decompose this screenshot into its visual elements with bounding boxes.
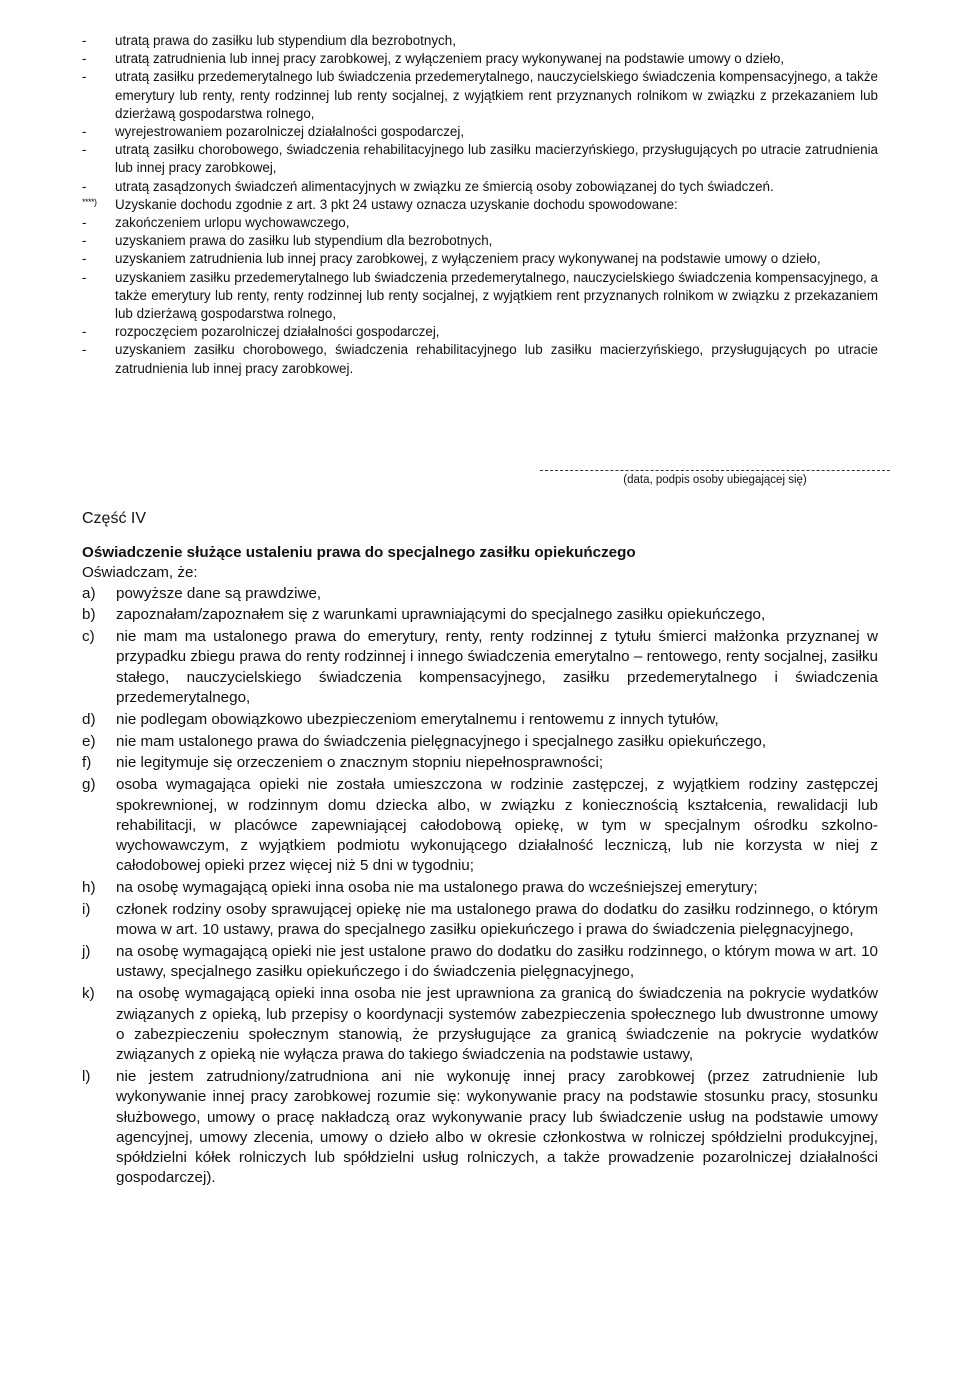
list-item: - utratą zatrudnienia lub innej pracy zarobkowej, z wyłączeniem pracy wykonywanej na podstawie umowy o dzieło,	[82, 51, 785, 67]
list-item: f) nie legitymuje się orzeczeniem o znacznym stopniu niepełnosprawności;	[82, 754, 604, 772]
list-item: h) na osobę wymagającą opieki inna osoba nie ma ustalonego prawa do wcześniejszej emerytury;	[82, 879, 758, 897]
list-item: - uzyskaniem zasiłku przedemerytalnego lub świadczenia przedemerytalnego, nauczycielskiego świadczenia kompensacyjnego, a także emerytury lub renty, renty rodzinnej lub renty socjalnej, z wyjątkiem rent przyznanych rolnikom w związku z przekazaniem lub dzierżawą gospodarstwa rolnego,	[82, 269, 878, 322]
list-item: - uzyskaniem zatrudnienia lub innej pracy zarobkowej, z wyłączeniem pracy wykonywanej na podstawie umowy o dzieło,	[82, 251, 821, 267]
footnote-text: Uzyskanie dochodu zgodnie z art. 3 pkt 24 ustawy oznacza uzyskanie dochodu spowodowane:	[115, 196, 678, 212]
declaration-section	[82, 543, 878, 1189]
list-item: g) osoba wymagająca opieki nie została umieszczona w rodzinie zastępczej, z wyjątkiem rodziny zastępczej spokrewnionej, w rodzinnym domu dziecka albo, w związku z koniecznością kształcenia, rewalidacji lub rehabilitacji, w placówce zapewniającej całodobową opiekę, w tym w specjalnym ośrodku szkolno-wychowawczym, z wyjątkiem podmiotu wykonującego działalność leczniczą, lub nie korzysta w niej z całodobowej opieki przez więcej niż 5 dni w tygodniu;	[82, 776, 878, 875]
list-item: i) członek rodziny osoby sprawującej opiekę nie ma ustalonego prawa do dodatku do zasiłku rodzinnego, o którym mowa w art. 10 ustawy, prawa do specjalnego zasiłku opiekuńczego i prawa do świadczenia pielęgnacyjnego,	[82, 901, 878, 939]
income-loss-section	[82, 32, 878, 378]
signature-line	[540, 470, 890, 471]
list-item: - zakończeniem urlopu wychowawczego,	[82, 215, 350, 231]
list-item: - utratą zasiłku przedemerytalnego lub świadczenia przedemerytalnego, nauczycielskiego świadczenia kompensacyjnego, a także emerytury lub renty, renty rodzinnej lub renty socjalnej, z wyjątkiem rent przyznanych rolnikom w związku z przekazaniem lub dzierżawą gospodarstwa rolnego,	[82, 69, 878, 121]
list-item: k) na osobę wymagającą opieki inna osoba nie jest uprawniona za granicą do świadczenia na pokrycie wydatków związanych z opieką, lub przepisy o koordynacji systemów zabezpieczenia społecznego lub dwustronne umowy o zabezpieczeniu społecznym stanowią, że przysługujące za granicą świadczenie na pokrycie wydatków związanych z opieką nie wyłącza prawa do takiego świadczenia na podstawie ustawy,	[82, 985, 878, 1064]
list-item: b) zapoznałam/zapoznałem się z warunkami uprawniającymi do specjalnego zasiłku opiekuńczego,	[82, 606, 766, 624]
list-item: - uzyskaniem prawa do zasiłku lub stypendium dla bezrobotnych,	[82, 233, 493, 249]
list-item: e) nie mam ustalonego prawa do świadczenia pielęgnacyjnego i specjalnego zasiłku opiekuńczego,	[82, 732, 767, 750]
list-item: - utratą zasądzonych świadczeń alimentacyjnych w związku ze śmiercią osoby zobowiązanej do tych świadczeń.	[82, 178, 774, 194]
signature-caption: (data, podpis osoby ubiegającej się)	[623, 474, 807, 486]
list-item: - wyrejestrowaniem pozarolniczej działalności gospodarczej,	[82, 124, 465, 140]
footnote	[82, 196, 878, 214]
list-item: - utratą zasiłku chorobowego, świadczenia rehabilitacyjnego lub zasiłku macierzyńskiego, przysługujących po utracie zatrudnienia lub innej pracy zarobkowej,	[82, 142, 878, 176]
list-item: - utratą prawa do zasiłku lub stypendium dla bezrobotnych,	[82, 33, 456, 48]
list-item: d) nie podlegam obowiązkowo ubezpieczeniom emerytalnemu i rentowemu z innych tytułów,	[82, 710, 719, 728]
list-item: a) powyższe dane są prawdziwe,	[82, 584, 322, 602]
list-item: - rozpoczęciem pozarolniczej działalności gospodarczej,	[82, 324, 440, 340]
list-item: l) nie jestem zatrudniony/zatrudniona ani nie wykonuję innej pracy zarobkowej (przez zatrudnienie lub wykonywanie innej pracy zarobkowej rozumie się: wykonywanie pracy na podstawie stosunku pracy, stosunku służbowego, umowy o pracę nakładczą oraz wykonywanie pracy lub świadczenie usług na podstawie umowy agencyjnej, umowy zlecenia, umowy o dzieło albo w okresie członkostwa w rolniczej spółdzielni produkcyjnej, spółdzielni kółek rolniczych lub spółdzielni usług rolniczych, a także prowadzenie pozarolniczej działalności gospodarczej).	[82, 1067, 878, 1187]
section-intro: Oświadczam, że:	[82, 564, 198, 582]
part-heading: Część IV	[82, 510, 147, 527]
list-item: - uzyskaniem zasiłku chorobowego, świadczenia rehabilitacyjnego lub zasiłku macierzyńskiego, przysługujących po utracie zatrudnienia lub innej pracy zarobkowej.	[82, 342, 878, 376]
list-item: j) na osobę wymagającą opieki nie jest ustalone prawo do dodatku do zasiłku rodzinnego, o którym mowa w art. 10 ustawy, specjalnego zasiłku opiekuńczego i do świadczenia pielęgnacyjnego,	[82, 943, 878, 981]
section-title: Oświadczenie służące ustaleniu prawa do specjalnego zasiłku opiekuńczego	[82, 544, 636, 561]
footnote-marker: ****)	[82, 196, 97, 207]
list-item: c) nie mam ma ustalonego prawa do emerytury, renty, renty rodzinnej z tytułu śmierci małżonka przyznanej w przypadku zbiegu prawa do renty rodzinnej i innego świadczenia emerytalno – rentowego, renty socjalnej, zasiłku stałego, nauczycielskiego świadczenia kompensacyjnego, zasiłku przedemerytalnego i świadczenia przedemerytalnego,	[82, 628, 878, 707]
